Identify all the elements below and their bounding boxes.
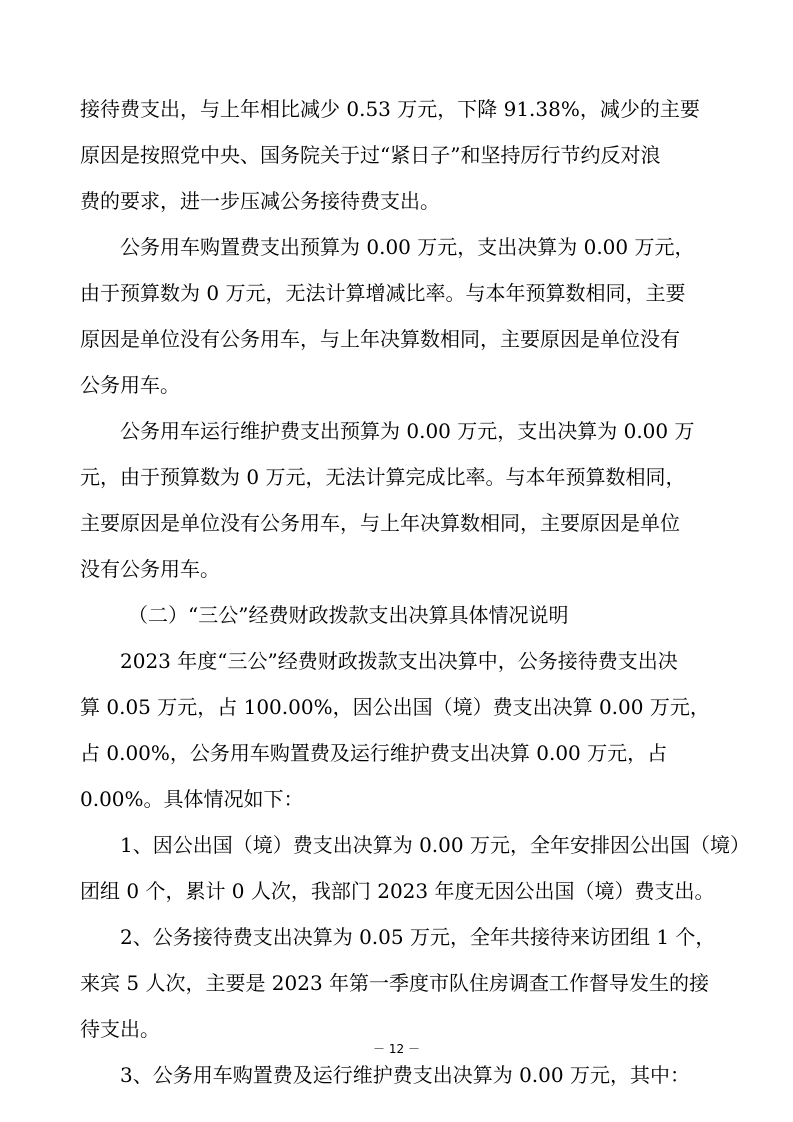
text-line: 3、公务用车购置费及运行维护费支出决算为 0.00 万元，其中： [120,1063,690,1087]
text-line: 公务用车。 [80,373,180,397]
paragraph [80,95,720,215]
page-number: － 12 － [373,1042,420,1056]
text-line: 1、因公出国（境）费支出决算为 0.00 万元，全年安排因公出国（境） [120,833,750,857]
text-line: 主要原因是单位没有公务用车，与上年决算数相同，主要原因是单位 [80,511,680,535]
section-heading [80,601,720,629]
text-line: 没有公务用车。 [80,557,220,581]
heading-line: （二）“三公”经费财政拨款支出决算具体情况说明 [128,603,569,627]
text-line: 原因是单位没有公务用车，与上年决算数相同，主要原因是单位没有 [80,327,680,351]
paragraph [80,417,720,583]
text-line: 元，由于预算数为 0 万元，无法计算完成比率。与本年预算数相同， [80,465,686,489]
text-line: 2023 年度“三公”经费财政拨款支出决算中，公务接待费支出决 [120,649,678,673]
document-body [80,95,750,1089]
text-line: 团组 0 个，累计 0 人次，我部门 2023 年度无因公出国（境）费支出。 [80,879,715,903]
paragraph [80,831,750,905]
text-line: 算 0.05 万元，占 100.00%，因公出国（境）费支出决算 0.00 万元， [80,695,710,719]
paragraph [80,233,720,399]
paragraph [80,1061,720,1089]
text-line: 来宾 5 人次，主要是 2023 年第一季度市队住房调查工作督导发生的接 [80,971,710,995]
text-line: 费的要求，进一步压减公务接待费支出。 [80,189,440,213]
text-line: 由于预算数为 0 万元，无法计算增减比率。与本年预算数相同，主要 [80,281,686,305]
text-line: 待支出。 [80,1017,160,1041]
text-line: 0.00%。具体情况如下： [80,787,304,811]
paragraph [80,647,720,813]
text-line: 2、公务接待费支出决算为 0.05 万元，全年共接待来访团组 1 个， [120,925,716,949]
text-line: 占 0.00%，公务用车购置费及运行维护费支出决算 0.00 万元，占 [80,741,668,765]
paragraph [80,923,720,1043]
text-line: 公务用车购置费支出预算为 0.00 万元，支出决算为 0.00 万元， [120,235,695,259]
text-line: 公务用车运行维护费支出预算为 0.00 万元，支出决算为 0.00 万 [120,419,695,443]
text-line: 接待费支出，与上年相比减少 0.53 万元，下降 91.38%，减少的主要 [80,97,700,121]
text-line: 原因是按照党中央、国务院关于过“紧日子”和坚持厉行节约反对浪 [80,143,661,167]
